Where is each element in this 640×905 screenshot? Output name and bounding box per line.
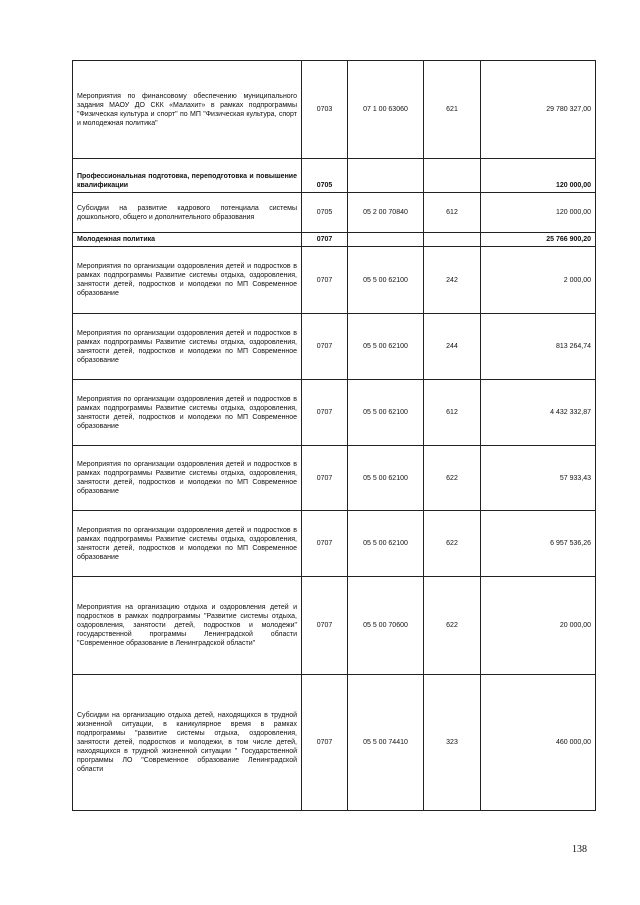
row-amount: 2 000,00 <box>481 247 596 314</box>
row-target-code: 05 2 00 70840 <box>348 193 424 233</box>
row-target-code <box>348 233 424 247</box>
row-section-code: 0707 <box>302 233 348 247</box>
row-section-code: 0707 <box>302 247 348 314</box>
row-target-code: 05 5 00 62100 <box>348 247 424 314</box>
row-description: Субсидии на развитие кадрового потенциала системы дошкольного, общего и дополнительного образования <box>73 193 302 233</box>
row-amount: 120 000,00 <box>481 159 596 193</box>
table-row <box>73 193 596 233</box>
row-target-code: 05 5 00 62100 <box>348 511 424 577</box>
row-description: Мероприятия по организации оздоровления детей и подростков в рамках подпрограммы Развитие системы отдыха, оздоровления, занятости детей, подростков и молодежи по МП Современное образование <box>73 380 302 446</box>
row-amount: 6 957 536,26 <box>481 511 596 577</box>
row-amount: 25 766 900,20 <box>481 233 596 247</box>
row-target-code <box>348 159 424 193</box>
row-description: Молодежная политика <box>73 233 302 247</box>
row-section-code: 0705 <box>302 159 348 193</box>
table-row <box>73 511 596 577</box>
row-section-code: 0707 <box>302 675 348 811</box>
row-description: Мероприятия по финансовому обеспечению муниципального задания МАОУ ДО СКК «Малахит» в рамках подпрограммы "Физическая культура и спорт" по МП "Физическая культура, спорт и молодежная политика" <box>73 61 302 159</box>
row-description: Мероприятия по организации оздоровления детей и подростков в рамках подпрограммы Развитие системы отдыха, оздоровления, занятости детей, подростков и молодежи по МП Современное образование <box>73 446 302 511</box>
table-row <box>73 446 596 511</box>
row-section-code: 0707 <box>302 314 348 380</box>
table-row <box>73 675 596 811</box>
row-expense-type: 323 <box>424 675 481 811</box>
row-description: Мероприятия по организации оздоровления детей и подростков в рамках подпрограммы Развитие системы отдыха, оздоровления, занятости детей, подростков и молодежи по МП Современное образование <box>73 511 302 577</box>
row-expense-type: 622 <box>424 446 481 511</box>
row-target-code: 05 5 00 62100 <box>348 314 424 380</box>
row-expense-type <box>424 159 481 193</box>
row-amount: 4 432 332,87 <box>481 380 596 446</box>
table-row <box>73 159 596 193</box>
row-amount: 20 000,00 <box>481 577 596 675</box>
row-expense-type: 622 <box>424 577 481 675</box>
row-expense-type <box>424 233 481 247</box>
table-row <box>73 380 596 446</box>
row-amount: 460 000,00 <box>481 675 596 811</box>
row-description: Субсидии на организацию отдыха детей, находящихся в трудной жизненной ситуации, в каникулярное время в рамках подпрограммы "развитие системы отдыха, оздоровления, занятости детей, подростков и молодежи, в том числе детей, находящихся в трудной жизненной ситуации " Государственной программы ЛО "Современное образование Ленинградской области <box>73 675 302 811</box>
row-amount: 57 933,43 <box>481 446 596 511</box>
row-section-code: 0707 <box>302 380 348 446</box>
row-section-code: 0705 <box>302 193 348 233</box>
row-amount: 813 264,74 <box>481 314 596 380</box>
row-description: Профессиональная подготовка, переподготовка и повышение квалификации <box>73 159 302 193</box>
row-amount: 29 780 327,00 <box>481 61 596 159</box>
row-target-code: 05 5 00 62100 <box>348 446 424 511</box>
budget-table <box>72 60 596 811</box>
row-target-code: 05 5 00 62100 <box>348 380 424 446</box>
row-amount: 120 000,00 <box>481 193 596 233</box>
table-row <box>73 233 596 247</box>
table-row <box>73 247 596 314</box>
page-number: 138 <box>572 844 587 855</box>
row-section-code: 0703 <box>302 61 348 159</box>
row-description: Мероприятия по организации оздоровления детей и подростков в рамках подпрограммы Развитие системы отдыха, оздоровления, занятости детей, подростков и молодежи по МП Современное образование <box>73 247 302 314</box>
row-section-code: 0707 <box>302 577 348 675</box>
row-section-code: 0707 <box>302 446 348 511</box>
row-expense-type: 242 <box>424 247 481 314</box>
row-expense-type: 612 <box>424 193 481 233</box>
row-target-code: 07 1 00 63060 <box>348 61 424 159</box>
row-description: Мероприятия на организацию отдыха и оздоровления детей и подростков в рамках подпрограммы "Развитие системы отдыха, оздоровления, занятости детей, подростков и молодежи" государственной программы Ленинградской области "Современное образование в Ленинградской области" <box>73 577 302 675</box>
table-row <box>73 61 596 159</box>
row-description: Мероприятия по организации оздоровления детей и подростков в рамках подпрограммы Развитие системы отдыха, оздоровления, занятости детей, подростков и молодежи по МП Современное образование <box>73 314 302 380</box>
row-target-code: 05 5 00 70600 <box>348 577 424 675</box>
row-target-code: 05 5 00 74410 <box>348 675 424 811</box>
row-section-code: 0707 <box>302 511 348 577</box>
row-expense-type: 621 <box>424 61 481 159</box>
table-row <box>73 577 596 675</box>
row-expense-type: 612 <box>424 380 481 446</box>
row-expense-type: 622 <box>424 511 481 577</box>
row-expense-type: 244 <box>424 314 481 380</box>
table-row <box>73 314 596 380</box>
